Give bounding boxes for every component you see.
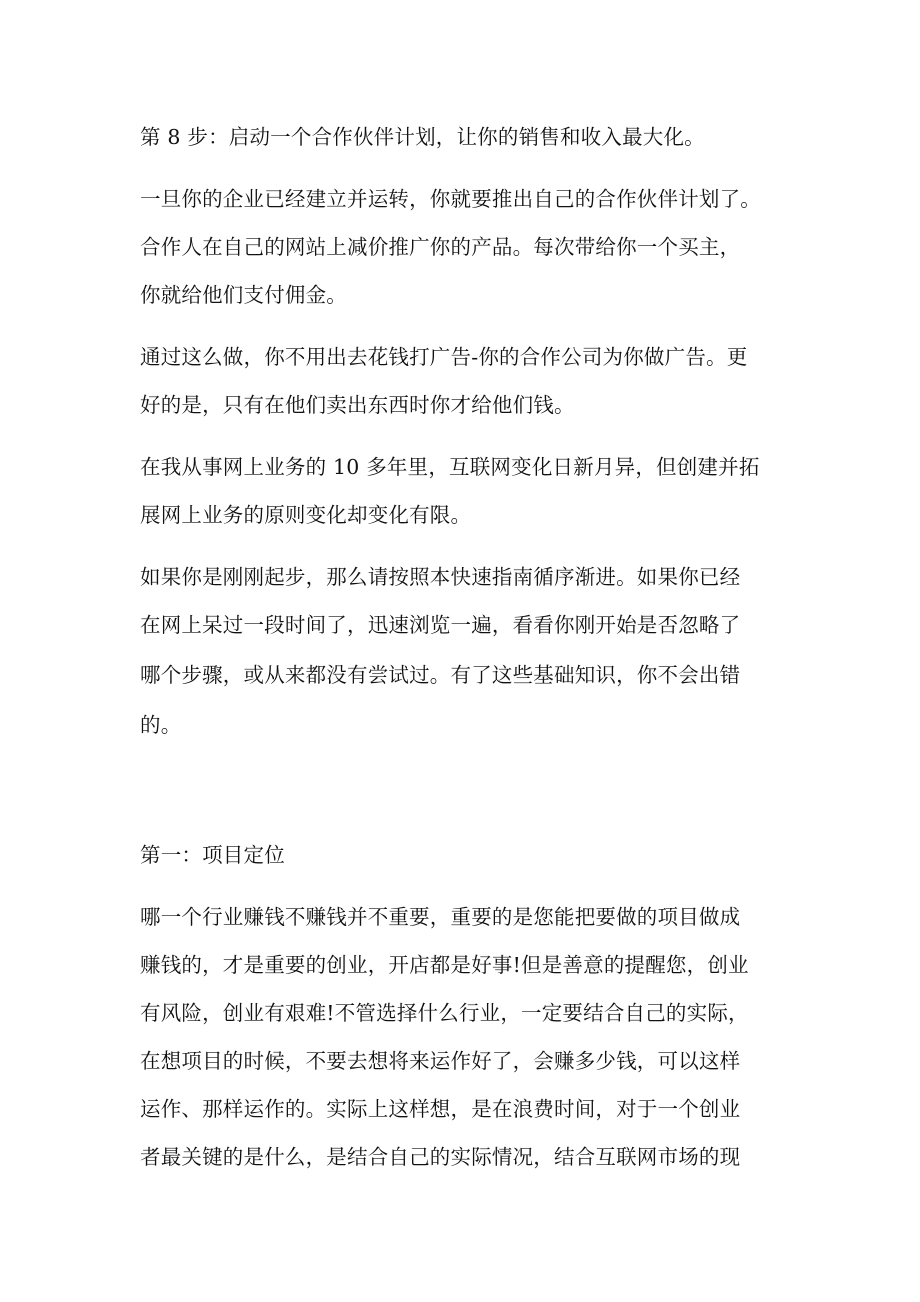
paragraph-line: 在我从事网上业务的 10 多年里，互联网变化日新月异，但创建并拓	[140, 455, 760, 479]
paragraph-line: 者最关键的是什么，是结合自己的实际情况，结合互联网市场的现	[140, 1145, 741, 1169]
paragraph-line: 好的是，只有在他们卖出东西时你才给他们钱。	[140, 393, 575, 417]
paragraph-line: 在网上呆过一段时间了，迅速浏览一遍，看看你刚开始是否忽略了	[140, 613, 741, 637]
paragraph-line: 展网上业务的原则变化却变化有限。	[140, 503, 472, 527]
paragraph-line: 哪一个行业赚钱不赚钱并不重要，重要的是您能把要做的项目做成	[140, 905, 741, 929]
paragraph-line: 如果你是刚刚起步，那么请按照本快速指南循序渐进。如果你已经	[140, 565, 741, 589]
paragraph-line: 在想项目的时候，不要去想将来运作好了，会赚多少钱，可以这样	[140, 1049, 741, 1073]
paragraph-line: 运作、那样运作的。实际上这样想，是在浪费时间，对于一个创业	[140, 1097, 741, 1121]
paragraph-line: 一旦你的企业已经建立并运转，你就要推出自己的合作伙伴计划了。	[140, 187, 761, 211]
paragraph-line: 赚钱的，才是重要的创业，开店都是好事!但是善意的提醒您，创业	[140, 953, 749, 977]
section-heading-project-positioning: 第一：项目定位	[140, 843, 285, 867]
paragraph-line: 通过这么做，你不用出去花钱打广告-你的合作公司为你做广告。更	[140, 345, 748, 369]
paragraph-line: 有风险，创业有艰难!不管选择什么行业，一定要结合自己的实际，	[140, 1001, 749, 1025]
paragraph-line: 合作人在自己的网站上减价推广你的产品。每次带给你一个买主，	[140, 235, 741, 259]
paragraph-line: 你就给他们支付佣金。	[140, 283, 347, 307]
step-8-heading: 第 8 步：启动一个合作伙伴计划，让你的销售和收入最大化。	[140, 125, 705, 149]
paragraph-line: 的。	[140, 713, 182, 737]
paragraph-line: 哪个步骤，或从来都没有尝试过。有了这些基础知识，你不会出错	[140, 663, 741, 687]
